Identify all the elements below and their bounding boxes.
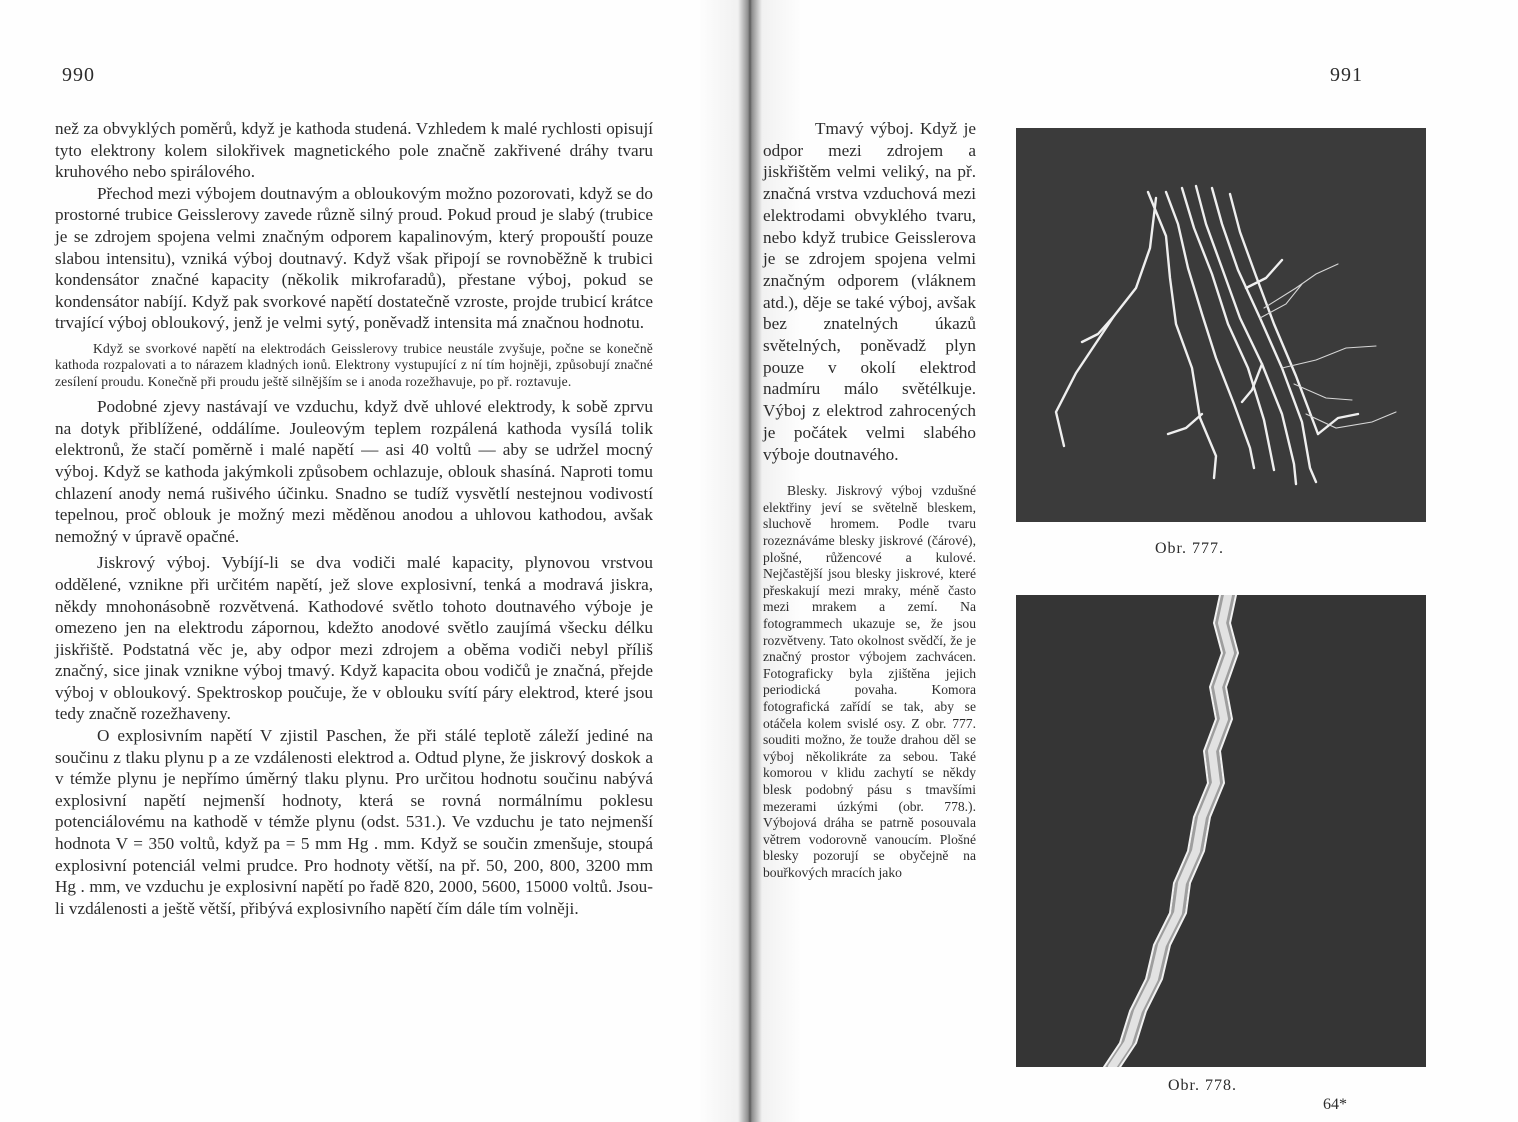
figure-777-photo <box>1016 128 1426 522</box>
lightning-streak-image <box>1016 595 1426 1067</box>
paragraph-continuation: než za obvyklých poměrů, když je kathoda studená. Vzhledem k malé rychlosti opisují tyto elektrony kolem silokřivek magnetického pole značně zakřivené dráhy tvaru kruhového nebo spirálového. <box>55 119 653 182</box>
branching-discharge-image <box>1016 128 1426 522</box>
left-page-number: 990 <box>62 64 95 86</box>
paragraph-dark-discharge: Tmavý výboj. Když je odpor mezi zdrojem a jiskřištěm velmi veliký, na př. značná vrstva vzduchová mezi elektrodami obvyklého tvaru, nebo když trubice Geisslerova je se zdrojem spojena velmi značným odporem (vláknem atd.), děje se také výboj, avšak bez znatelných úkazů světelných, poněvadž plyn pouze v okolí elektrod nadmíru málo světélkuje. Výboj z elektrod zahrocených je počátek velmi slabého výboje doutnavého. <box>763 119 976 464</box>
sheet-signature: 64* <box>1323 1096 1347 1113</box>
left-page-text <box>55 118 653 919</box>
right-page-text <box>763 118 976 882</box>
paragraph-lightning: Blesky. Jiskrový výboj vzdušné elektřiny jeví se světelně bleskem, sluchově hromem. Podle tvaru rozeznáváme blesky jiskrové (čárové), plošné, růžencové a kulové. Nejčastější jsou blesky jiskrové, které přeskakují mezi mraky, méně často mezi mrakem a zemí. Na fotogrammech ukazuje se, že jsou rozvětveny. Tato okolnost svědčí, že je značný prostor výbojem zachvácen. Fotograficky byla zjištěna jejich periodická povaha. Komora fotografická zařídí se tak, aby se otáčela kolem svislé osy. Z obr. 777. souditi možno, že touže drahou děl se výboj několikráte za sebou. Také komorou v klidu zachytí se někdy blesk podobný pásu s tmavšími mezerami úzkými (obr. 778.). Výbojová dráha se patrně posouvala větrem vodorovně vanoucím. Plošné blesky pozorují se obyčejně na bouřkových mracích jako <box>763 483 976 880</box>
figure-778-caption: Obr. 778. <box>1168 1077 1237 1094</box>
figure-778-photo <box>1016 595 1426 1067</box>
figure-777-caption: Obr. 777. <box>1155 540 1224 557</box>
small-print-note: Když se svorkové napětí na elektrodách Geisslerovy trubice neustále zvyšuje, počne se konečně kathoda rozpalovati a to nárazem kladných ionů. Elektrony vystupující z ní tím hojněji, způsobují značné zesílení proudu. Konečně při proudu ještě silnějším se i anoda rozežhavuje, po př. roztavuje. <box>55 340 653 389</box>
paragraph-carbon-arc: Podobné zjevy nastávají ve vzduchu, když dvě uhlové elektrody, k sobě zprvu na dotyk přiblížené, oddálíme. Jouleovým teplem rozpálená kathoda vysílá tolik elektronů, že stačí poměrně i malé napětí — asi 40 voltů — aby se udržel mocný výboj. Když se kathoda jakýmkoli způsobem ochlazuje, oblouk shasíná. Naproti tomu chlazení anody nemá rušivého účinku. Snadno se tudíž vysvětlí nestejnou vodivostí tepelnou, proč oblouk je možný mezi měděnou anodou a uhlovou kathodou, avšak nemožný v úpravě opačné. <box>55 397 653 546</box>
right-page-number: 991 <box>1330 64 1363 86</box>
paragraph-glow-to-arc-transition: Přechod mezi výbojem doutnavým a obloukovým možno pozorovati, když se do prostorné trubice Geisslerovy zavede různě silný proud. Pokud proud je slabý (trubice je se zdrojem spojena velmi značným odporem kapalinovým, který propouští pouze slabou intensitu), vzniká výboj doutnavý. Když však připojí se rovnoběžně k trubici kondensátor značné kapacity (několik mikrofaradů), přestane výboj, pokud se kondensátor nabíjí. Když pak svorkové napětí dostatečně vzroste, projde trubicí krátce trvající výboj obloukový, jenž je velmi sytý, poněvadž intensita má značnou hodnotu. <box>55 183 653 333</box>
paragraph-explosive-voltage: O explosivním napětí V zjistil Paschen, že při stálé teplotě záleží jediné na součinu z tlaku plynu p a ze vzdálenosti elektrod a. Odtud plyne, že jiskrový doskok a v témže plynu je nepřímo úměrný tlaku plynu. Pro určitou hodnotu součinu nabývá explosivní napětí nejmenší hodnoty, která se rovná normálnímu poklesu potenciálovému na kathodě v témže plynu (odst. 531.). Ve vzduchu je tato nejmenší hodnota V = 350 voltů, když pa = 5 mm Hg . mm. Když se součin zmenšuje, stoupá explosivní potenciál velmi prudce. Pro hodnoty větší, na př. 50, 200, 800, 3200 mm Hg . mm, ve vzduchu je explosivní napětí po řadě 820, 2000, 5600, 15000 voltů. Jsou-li vzdálenosti a ještě větší, přibývá explosivního napětí čím dále tím volněji. <box>55 726 653 918</box>
paragraph-spark-discharge: Jiskrový výboj. Vybíjí-li se dva vodiči malé kapacity, plynovou vrstvou oddělené, vznikne při určitém napětí, jež slove explosivní, tenká a modravá jiskra, někdy mnohonásobně rozvětvená. Kathodové světlo tohoto doutnavého výboje je omezeno jen na elektrodu zápornou, kdežto anodové světlo zaujímá všecku délku jiskřiště. Podstatná věc je, aby odpor mezi zdrojem a oběma vodiči nebyl příliš značný, sice jinak vznikne výboj tmavý. Když kapacita obou vodičů je značná, přejde výboj v obloukový. Spektroskop poučuje, že v oblouku svítí páry elektrod, které jsou tedy značně rozežhaveny. <box>55 553 653 724</box>
